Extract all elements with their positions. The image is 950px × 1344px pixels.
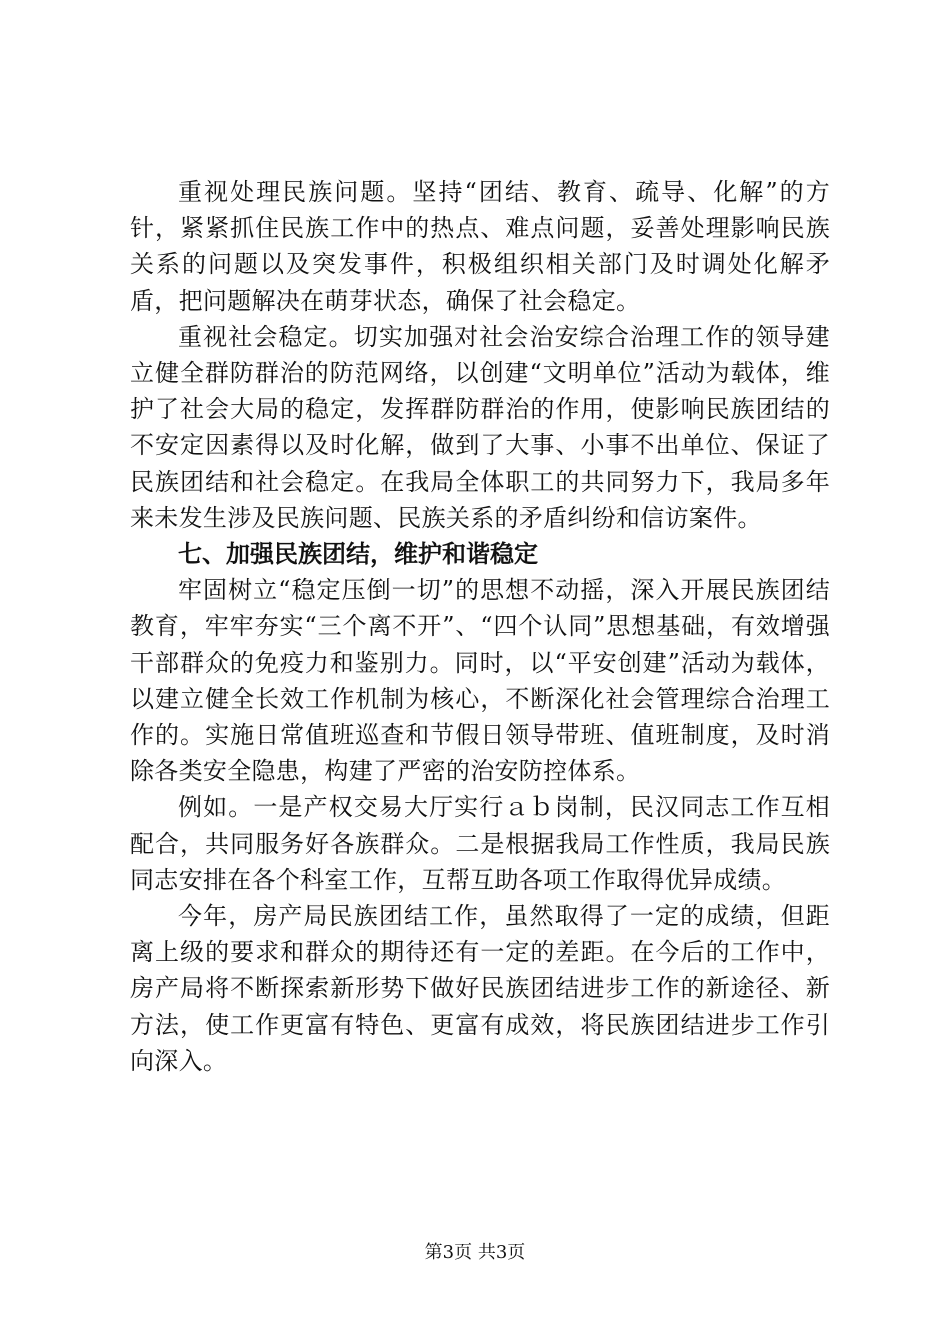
paragraph-examples: 例如。一是产权交易大厅实行ａｂ岗制，民汉同志工作互相配合，共同服务好各族群众。二是根据我局工作性质，我局民族同志安排在各个科室工作，互帮互助各项工作取得优异成绩。 (130, 793, 830, 894)
paragraph-social-stability: 重视社会稳定。切实加强对社会治安综合治理工作的领导建立健全群防群治的防范网络，以创建“文明单位”活动为载体，维护了社会大局的稳定，发挥群防群治的作用，使影响民族团结的不安定因素得以及时化解，做到了大事、小事不出单位、保证了民族团结和社会稳定。在我局全体职工的共同努力下，我局多年来未发生涉及民族问题、民族关系的矛盾纠纷和信访案件。 (130, 322, 830, 532)
paragraph-stability-thinking: 牢固树立“稳定压倒一切”的思想不动摇，深入开展民族团结教育，牢牢夯实“三个离不开”、“四个认同”思想基础，有效增强干部群众的免疫力和鉴别力。同时，以“平安创建”活动为载体，以建立健全长效工作机制为核心，不断深化社会管理综合治理工作的。实施日常值班巡查和节假日领导带班、值班制度，及时消除各类安全隐患，构建了严密的治安防控体系。 (130, 576, 830, 786)
paragraph-this-year: 今年，房产局民族团结工作，虽然取得了一定的成绩，但距离上级的要求和群众的期待还有一定的差距。在今后的工作中，房产局将不断探索新形势下做好民族团结进步工作的新途径、新方法，使工作更富有特色、更富有成效，将民族团结进步工作引向深入。 (130, 902, 830, 1075)
paragraph-ethnic-issues: 重视处理民族问题。坚持“团结、教育、疏导、化解”的方针，紧紧抓住民族工作中的热点、难点问题，妥善处理影响民族关系的问题以及突发事件，积极组织相关部门及时调处化解矛盾，把问题解决在萌芽状态，确保了社会稳定。 (130, 178, 830, 315)
page-footer: 第3页 共3页 (424, 1242, 526, 1263)
document-body (130, 174, 830, 1079)
section-heading-seven: 七、加强民族团结，维护和谐稳定 (178, 540, 538, 569)
